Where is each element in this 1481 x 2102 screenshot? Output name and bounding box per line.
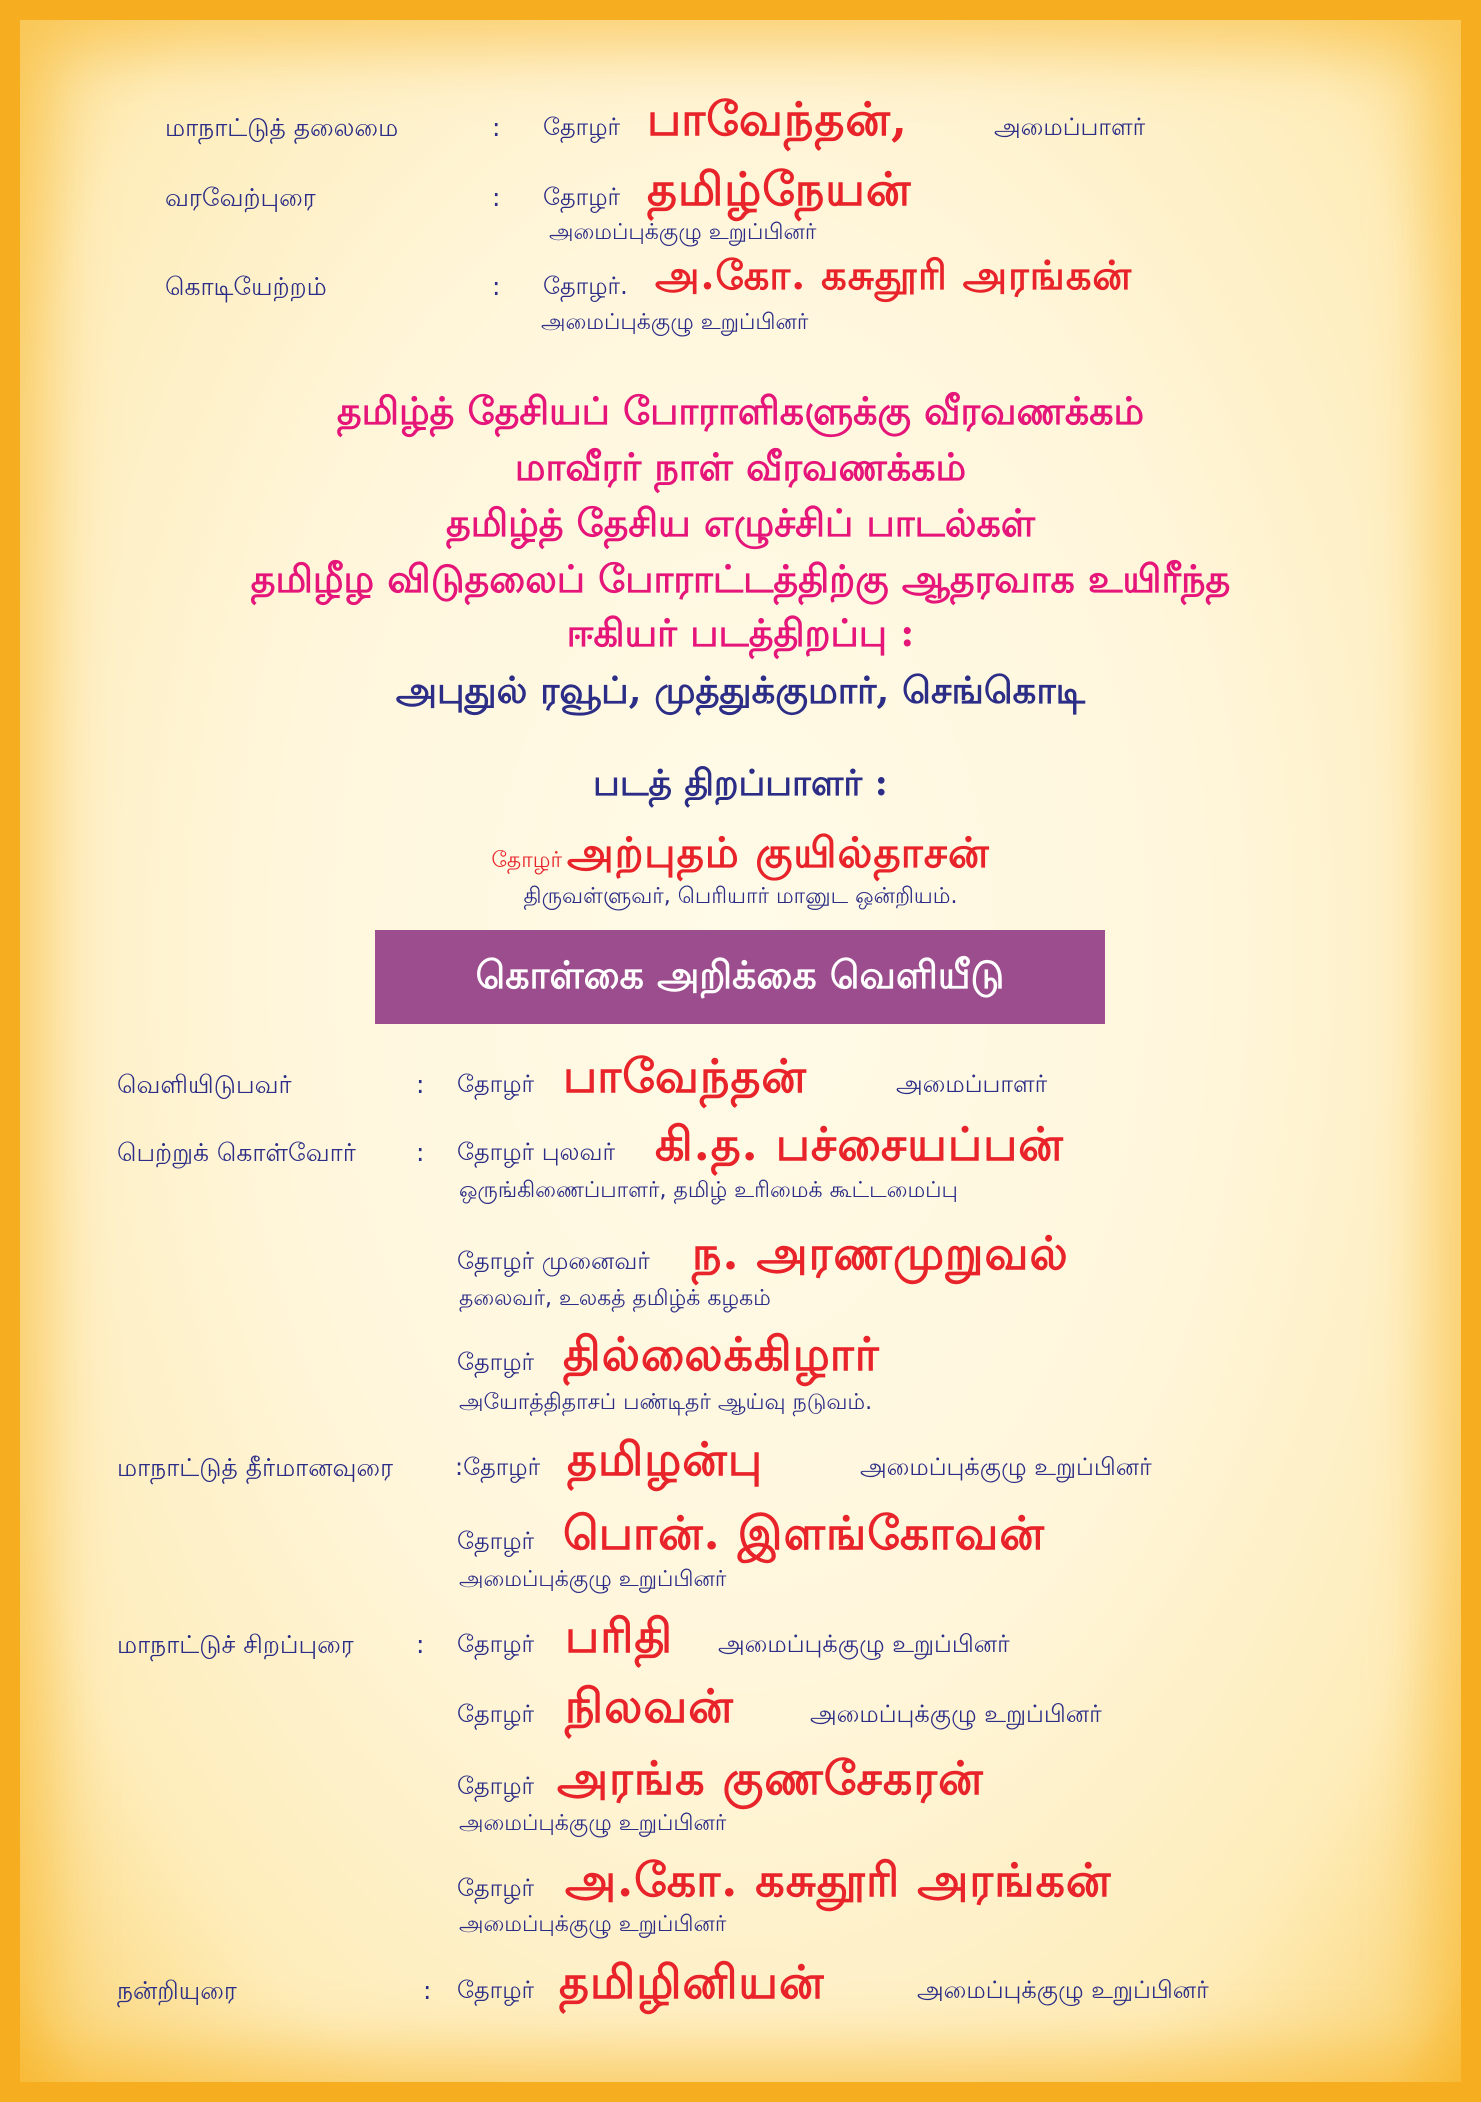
- receive-label: பெற்றுக் கொள்வோர்: [117, 1138, 356, 1167]
- tribute-line-1: தமிழ்த் தேசியப் போராளிகளுக்கு வீரவணக்கம்: [336, 388, 1145, 433]
- welcome-colon: :: [492, 183, 501, 212]
- policy-release-banner: [375, 930, 1105, 1024]
- chair-tholar: தோழர்: [543, 113, 621, 141]
- unveil-name-row: [0, 828, 1481, 883]
- flag-colon: :: [492, 272, 501, 301]
- thanks-colon: :: [423, 1976, 432, 2005]
- tribute-line-2: மாவீரர் நாள் வீரவணக்கம்: [514, 444, 967, 489]
- resolution-role-1: அமைப்புக்குழு உறுப்பினர்: [860, 1453, 1152, 1481]
- resolution-label: மாநாட்டுத் தீர்மானவுரை: [117, 1453, 393, 1482]
- flag-name: அ.கோ. கசுதூரி அரங்கன்: [655, 252, 1133, 299]
- resolution-name-1: தமிழன்பு: [567, 1432, 764, 1486]
- release-tholar: தோழர்: [457, 1070, 535, 1098]
- welcome-name: தமிழ்நேயன்: [647, 162, 912, 216]
- thanks-role: அமைப்புக்குழு உறுப்பினர்: [917, 1976, 1209, 2004]
- welcome-role: அமைப்புக்குழு உறுப்பினர்: [549, 220, 817, 245]
- receive-p2-prefix: தோழர் முனைவர்: [457, 1247, 650, 1275]
- flag-label: கொடியேற்றம்: [165, 272, 327, 301]
- receive-p3-tholar: தோழர்: [457, 1348, 535, 1376]
- special-name-4: அ.கோ. கசுதூரி அரங்கன்: [565, 1853, 1112, 1907]
- special-name-3: அரங்க குணசேகரன்: [557, 1751, 984, 1805]
- receive-p2-name: ந. அரணமுறுவல்: [692, 1226, 1069, 1280]
- resolution-name-2: பொன். இளங்கோவன்: [563, 1506, 1045, 1560]
- thanks-name: தமிழினியன்: [559, 1955, 825, 2009]
- chair-role: அமைப்பாளர்: [994, 113, 1146, 141]
- special-tholar-4: தோழர்: [457, 1874, 535, 1902]
- special-colon: :: [416, 1630, 425, 1659]
- tribute-line-5: ஈகியர் படத்திறப்பு :: [566, 610, 915, 655]
- special-name-2: நிலவன்: [565, 1679, 734, 1733]
- resolution-tholar-2: தோழர்: [457, 1527, 535, 1555]
- flag-tholar: தோழர்.: [543, 272, 628, 300]
- receive-p2-role: தலைவர், உலகத் தமிழ்க் கழகம்: [459, 1286, 771, 1311]
- release-label: வெளியிடுபவர்: [117, 1070, 292, 1099]
- unveil-org: திருவள்ளுவர், பெரியார் மானுட ஒன்றியம்.: [523, 884, 958, 909]
- welcome-label: வரவேற்புரை: [165, 183, 316, 212]
- receive-p3-role: அயோத்திதாசப் பண்டிதர் ஆய்வு நடுவம்.: [459, 1390, 873, 1415]
- flag-role: அமைப்புக்குழு உறுப்பினர்: [541, 310, 809, 335]
- chair-name: பாவேந்தன்,: [647, 92, 909, 146]
- tribute-line-4: தமிழீழ விடுதலைப் போராட்டத்திற்கு ஆதரவாக உயிரீந்த: [250, 556, 1231, 601]
- special-role-3: அமைப்புக்குழு உறுப்பினர்: [459, 1811, 727, 1836]
- special-name-1: பரிதி: [565, 1609, 674, 1663]
- chair-colon: :: [492, 113, 501, 142]
- martyrs-names: அபுதுல் ரவூப், முத்துக்குமார், செங்கொடி: [395, 668, 1086, 712]
- unveil-name: அற்புதம் குயில்தாசன்: [567, 828, 990, 877]
- receive-p3-name: தில்லைக்கிழார்: [563, 1327, 880, 1381]
- thanks-tholar: தோழர்: [457, 1976, 535, 2004]
- chair-label: மாநாட்டுத் தலைமை: [165, 113, 399, 142]
- receive-p1-name: கி.த. பச்சையப்பன்: [655, 1117, 1064, 1171]
- unveil-heading: படத் திறப்பாளர் :: [593, 762, 888, 804]
- special-role-4: அமைப்புக்குழு உறுப்பினர்: [459, 1912, 727, 1937]
- receive-p1-role: ஒருங்கிணைப்பாளர், தமிழ் உரிமைக் கூட்டமைப்பு: [459, 1178, 958, 1203]
- special-role-1: அமைப்புக்குழு உறுப்பினர்: [718, 1630, 1010, 1658]
- resolution-colon-tholar: :தோழர்: [455, 1453, 541, 1481]
- receive-colon: :: [416, 1138, 425, 1167]
- special-label: மாநாட்டுச் சிறப்புரை: [117, 1630, 354, 1659]
- resolution-role-2: அமைப்புக்குழு உறுப்பினர்: [459, 1567, 727, 1592]
- tribute-line-3: தமிழ்த் தேசிய எழுச்சிப் பாடல்கள்: [445, 500, 1036, 545]
- banner-text: கொள்கை அறிக்கை வெளியீடு: [475, 951, 1005, 997]
- special-role-2: அமைப்புக்குழு உறுப்பினர்: [810, 1700, 1102, 1728]
- welcome-tholar: தோழர்: [543, 183, 621, 211]
- special-tholar-2: தோழர்: [457, 1700, 535, 1728]
- special-tholar-3: தோழர்: [457, 1772, 535, 1800]
- release-colon: :: [416, 1070, 425, 1099]
- release-name: பாவேந்தன்: [563, 1049, 808, 1103]
- thanks-label: நன்றியுரை: [117, 1976, 237, 2005]
- special-tholar-1: தோழர்: [457, 1630, 535, 1658]
- receive-p1-prefix: தோழர் புலவர்: [457, 1138, 615, 1166]
- unveil-tholar: தோழர்: [491, 848, 562, 873]
- release-role: அமைப்பாளர்: [896, 1070, 1048, 1098]
